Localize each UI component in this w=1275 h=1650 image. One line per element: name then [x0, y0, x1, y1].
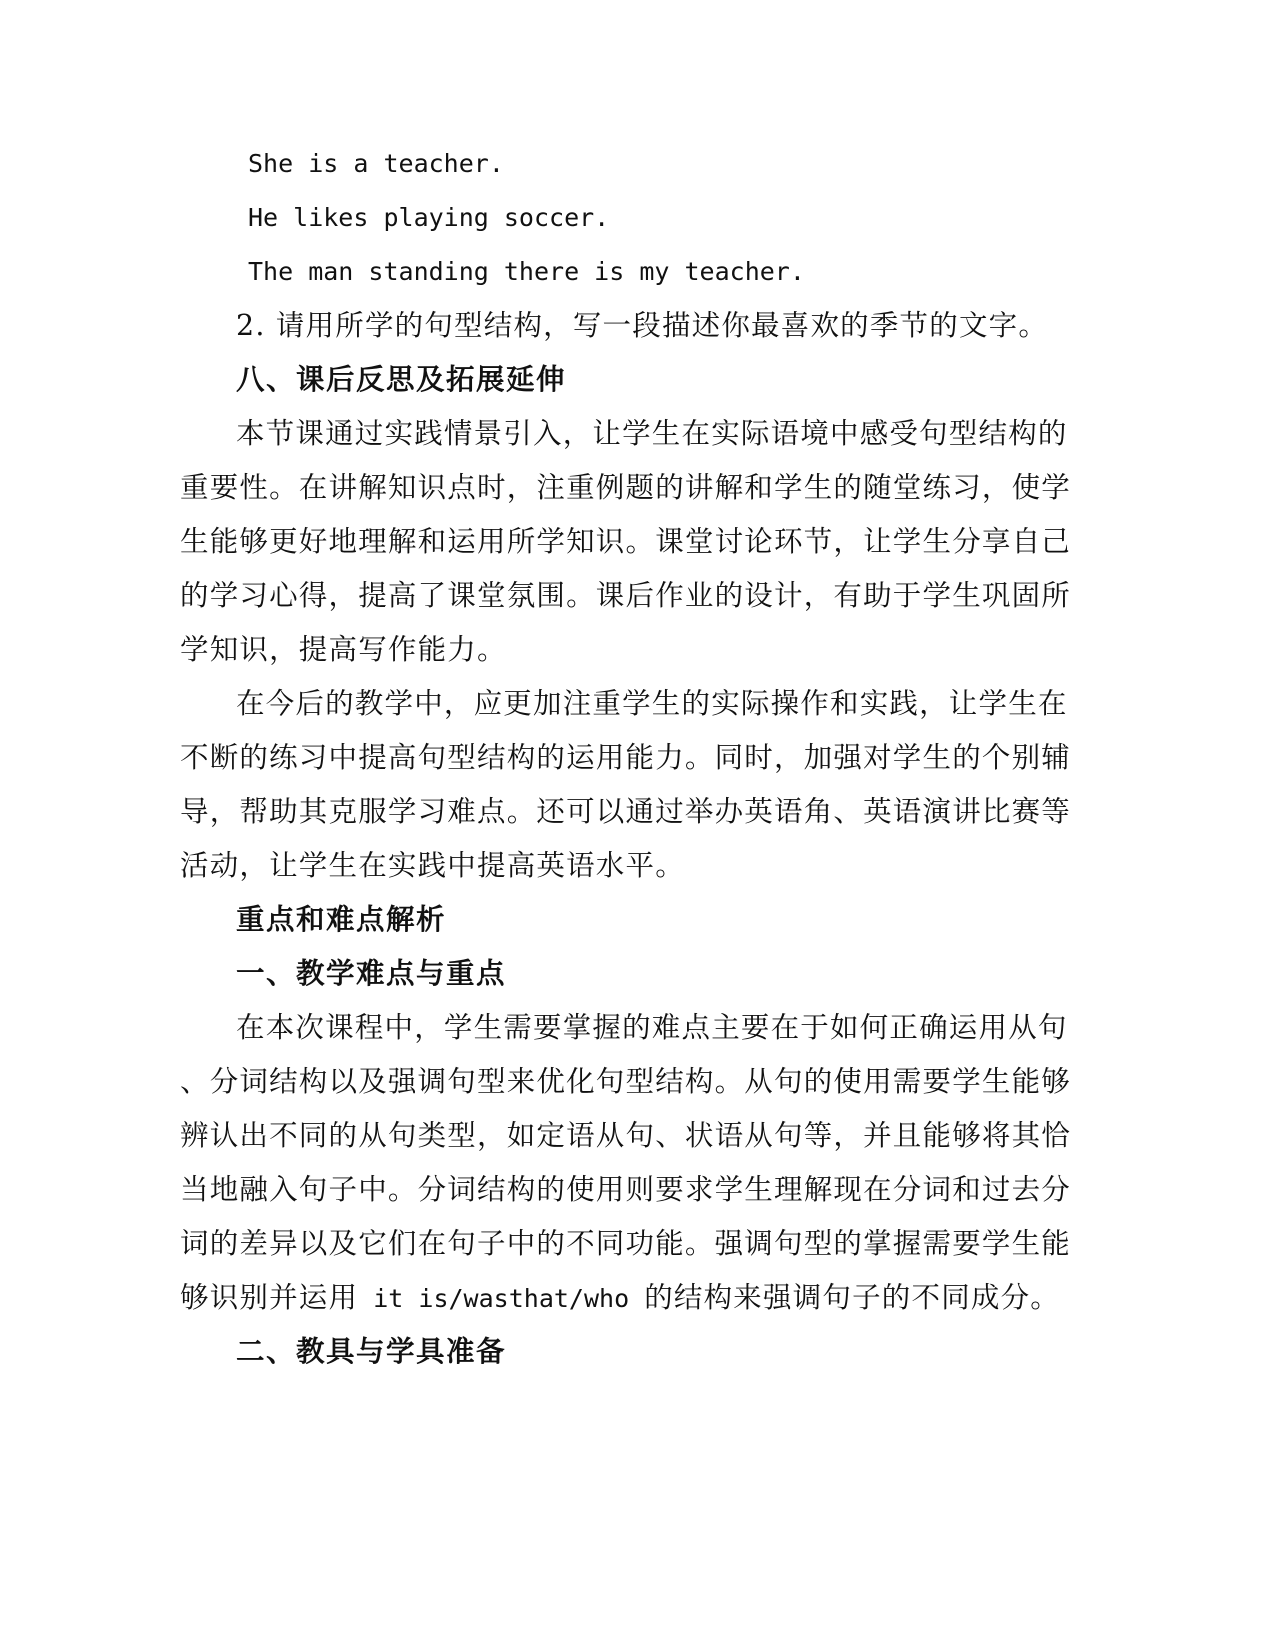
section-2-heading: 二、教具与学具准备 — [236, 1335, 507, 1368]
reflection-para1-line4: 的学习心得，提高了课堂氛围。课后作业的设计，有助于学生巩固所 — [180, 579, 1072, 612]
line6-prefix: 够识别并运用 — [180, 1281, 359, 1314]
section-1-heading: 一、教学难点与重点 — [236, 957, 507, 990]
example-sentence-2: He likes playing soccer. — [248, 203, 610, 232]
difficulty-para-line5: 词的差异以及它们在句子中的不同功能。强调句型的掌握需要学生能 — [180, 1227, 1072, 1260]
reflection-para2-line1: 在今后的教学中，应更加注重学生的实际操作和实践，让学生在 — [236, 687, 1068, 720]
reflection-para2-line3: 导，帮助其克服学习难点。还可以通过举办英语角、英语演讲比赛等 — [180, 795, 1072, 828]
difficulty-para-line4: 当地融入句子中。分词结构的使用则要求学生理解现在分词和过去分 — [180, 1173, 1072, 1206]
reflection-para1-line2: 重要性。在讲解知识点时，注重例题的讲解和学生的随堂练习，使学 — [180, 471, 1072, 504]
difficulty-para-line3: 辨认出不同的从句类型，如定语从句、状语从句等，并且能够将其恰 — [180, 1119, 1072, 1152]
reflection-para1-line1: 本节课通过实践情景引入，让学生在实际语境中感受句型结构的 — [236, 417, 1068, 450]
reflection-para2-line4: 活动，让学生在实践中提高英语水平。 — [180, 849, 685, 882]
example-sentence-3: The man standing there is my teacher. — [248, 257, 805, 286]
difficulty-para-line1: 在本次课程中，学生需要掌握的难点主要在于如何正确运用从句 — [236, 1011, 1068, 1044]
reflection-para1-line5: 学知识，提高写作能力。 — [180, 633, 507, 666]
line6-code: it is/wasthat/who — [358, 1284, 645, 1313]
example-sentence-1: She is a teacher. — [248, 149, 504, 178]
reflection-para1-line3: 生能够更好地理解和运用所学知识。课堂讨论环节，让学生分享自己 — [180, 525, 1072, 558]
section-8-heading: 八、课后反思及拓展延伸 — [236, 363, 567, 396]
difficulty-para-line2: 、分词结构以及强调句型来优化句型结构。从句的使用需要学生能够 — [180, 1065, 1072, 1098]
difficulty-para-line6 — [180, 1280, 1060, 1317]
analysis-heading: 重点和难点解析 — [236, 903, 447, 936]
reflection-para2-line2: 不断的练习中提高句型结构的运用能力。同时，加强对学生的个别辅 — [180, 741, 1072, 774]
task-2-text: 2. 请用所学的句型结构，写一段描述你最喜欢的季节的文字。 — [236, 309, 1049, 342]
line6-suffix: 的结构来强调句子的不同成分。 — [644, 1281, 1060, 1314]
